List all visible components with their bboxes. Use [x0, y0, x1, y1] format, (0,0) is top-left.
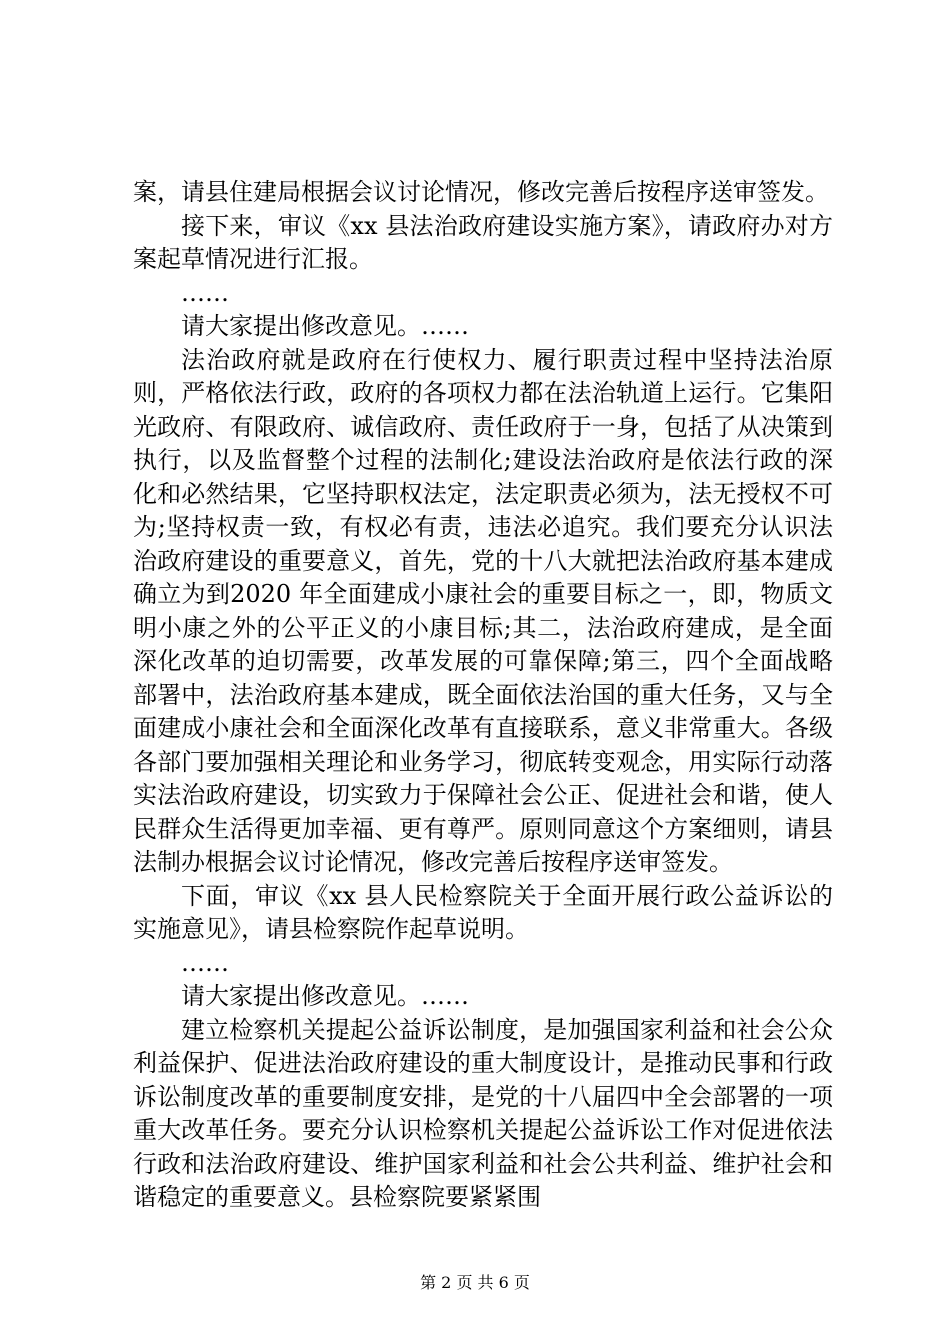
paragraph-7: 建立检察机关提起公益诉讼制度，是加强国家利益和社会公众利益保护、促进法治政府建设的重大制度设计，是推动民事和行政诉讼制度改革的重要制度安排，是党的十八届四中全会部署的一项重大改革任务。要充分认识检察机关提起公益诉讼工作对促进依法行政和法治政府建设、维护国家利益和社会公共利益、维护社会和谐稳定的重要意义。县检察院要紧紧围 — [133, 1015, 833, 1211]
paragraph-4: 法治政府就是政府在行使权力、履行职责过程中坚持法治原则，严格依法行政，政府的各项权力都在法治轨道上运行。它集阳光政府、有限政府、诚信政府、责任政府于一身，包括了从决策到执行，以及监督整个过程的法制化;建设法治政府是依法行政的深化和必然结果，它坚持职权法定，法定职责必须为，法无授权不可为;坚持权责一致，有权必有责，违法必追究。我们要充分认识法治政府建设的重要意义，首先，党的十八大就把法治政府基本建成确立为到2020 年全面建成小康社会的重要目标之一，即，物质文明小康之外的公平正义的小康目标;其二，法治政府建成，是全面深化改革的迫切需要，改革发展的可靠保障;第三，四个全面战略部署中，法治政府基本建成，既全面依法治国的重大任务，又与全面建成小康社会和全面深化改革有直接联系，意义非常重大。各级各部门要加强相关理论和业务学习，彻底转变观念，用实际行动落实法治政府建设，切实致力于保障社会公正、促进社会和谐，使人民群众生活得更加幸福、更有尊严。原则同意这个方案细则，请县法制办根据会议讨论情况，修改完善后按程序送审签发。 — [133, 345, 833, 876]
paragraph-1: 案，请县住建局根据会议讨论情况，修改完善后按程序送审签发。 — [133, 178, 829, 206]
paragraph-2: 接下来，审议《xx 县法治政府建设实施方案》，请政府办对方案起草情况进行汇报。 — [133, 211, 833, 273]
page-number-footer: 第 2 页 共 6 页 — [420, 1273, 530, 1292]
paragraph-6: 请大家提出修改意见。…… — [181, 982, 469, 1010]
document-body — [133, 176, 833, 1215]
paragraph-3: 请大家提出修改意见。…… — [181, 312, 469, 340]
ellipsis-line-2: …… — [181, 948, 229, 977]
paragraph-5: 下面，审议《xx 县人民检察院关于全面开展行政公益诉讼的实施意见》，请县检察院作起草说明。 — [133, 881, 833, 943]
ellipsis-line-1: …… — [181, 278, 229, 307]
